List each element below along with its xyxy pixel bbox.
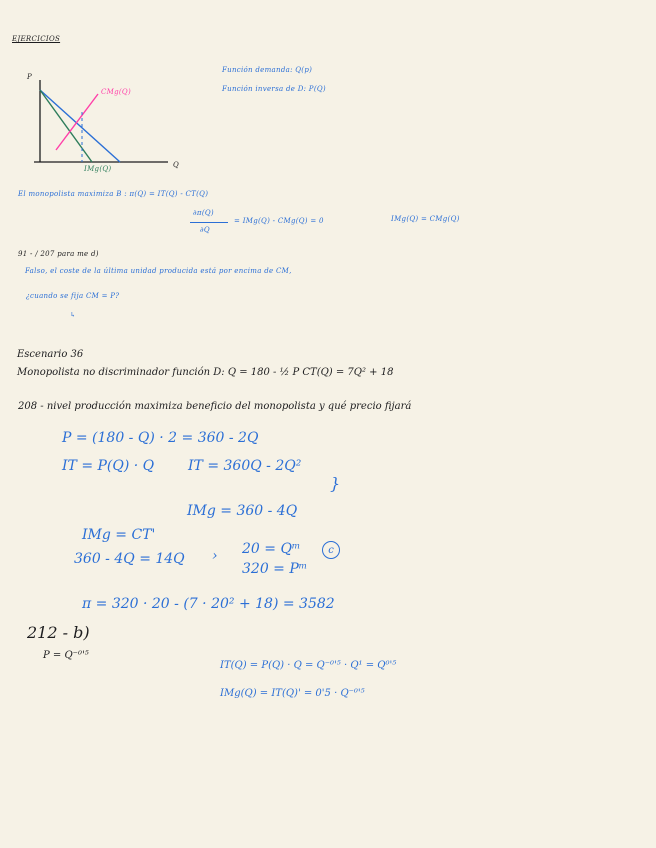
derivative-denominator: ∂Q (200, 226, 210, 234)
exercise-91-arrow: ↳ (70, 311, 77, 319)
demand-function-text: Función demanda: Q(p) (222, 66, 313, 74)
answer-circle (322, 541, 340, 559)
exercise-212-total-revenue: IT(Q) = P(Q) · Q = Q⁻⁰'⁵ · Q¹ = Q⁰'⁵ (220, 660, 397, 671)
scenario-heading: Escenario 36 (17, 349, 84, 360)
exercise-212-heading: 212 - b) (27, 623, 90, 642)
page-title: EJERCICIOS (12, 35, 61, 43)
price-result: 320 = Pᵐ (242, 561, 308, 577)
profit-equation: π = 320 · 20 - (7 · 20² + 18) = 3582 (82, 596, 335, 612)
cmg-label: CMg(Q) (101, 88, 132, 96)
total-revenue-equation: IT = 360Q - 2Q² (188, 458, 302, 474)
brace-mark: } (330, 474, 341, 493)
img-label: IMg(Q) (84, 165, 112, 173)
exercise-212-demand: P = Q⁻⁰'⁵ (43, 650, 89, 661)
derivative-rhs: = IMg(Q) - CMg(Q) = 0 (234, 217, 324, 225)
marginal-revenue-line (40, 90, 92, 162)
optimum-condition: IMg(Q) = CMg(Q) (391, 215, 460, 223)
exercise-91-line-1: Falso, el coste de la última unidad producida está por encima de CM, (25, 267, 292, 275)
exercise-208-heading: 208 - nivel producción maximiza beneficio del monopolista y qué precio fijará (18, 401, 412, 412)
axis-label-q: Q (173, 161, 180, 169)
solve-equation: 360 - 4Q = 14Q (74, 551, 185, 567)
total-revenue-definition: IT = P(Q) · Q (62, 458, 155, 474)
exercise-212-marginal-revenue: IMg(Q) = IT(Q)' = 0'5 · Q⁻⁰'⁵ (220, 688, 365, 699)
axis-label-p: P (27, 73, 33, 81)
exercise-91-line-2: ¿cuando se fija CM = P? (26, 292, 120, 300)
exercise-91-heading: 91 - / 207 para me d) (18, 250, 99, 258)
inverse-demand-equation: P = (180 - Q) · 2 = 360 - 2Q (62, 430, 259, 446)
marginal-revenue-equation: IMg = 360 - 4Q (187, 503, 298, 519)
derivative-numerator: ∂π(Q) (193, 209, 214, 217)
quantity-result: 20 = Qᵐ (242, 541, 301, 557)
optimum-condition-ct: IMg = CT' (82, 527, 156, 543)
demand-line (40, 90, 120, 162)
monopolist-maximizes-text: El monopolista maximiza B : π(Q) = IT(Q) - CT(Q) (18, 190, 209, 198)
answer-letter: c (328, 544, 334, 556)
scenario-statement: Monopolista no discriminador función D: Q = 180 - ½ P CT(Q) = 7Q² + 18 (17, 367, 394, 378)
inverse-function-text: Función inversa de D: P(Q) (222, 85, 326, 93)
fraction-bar (190, 222, 228, 223)
implies-arrow: › (212, 548, 218, 564)
